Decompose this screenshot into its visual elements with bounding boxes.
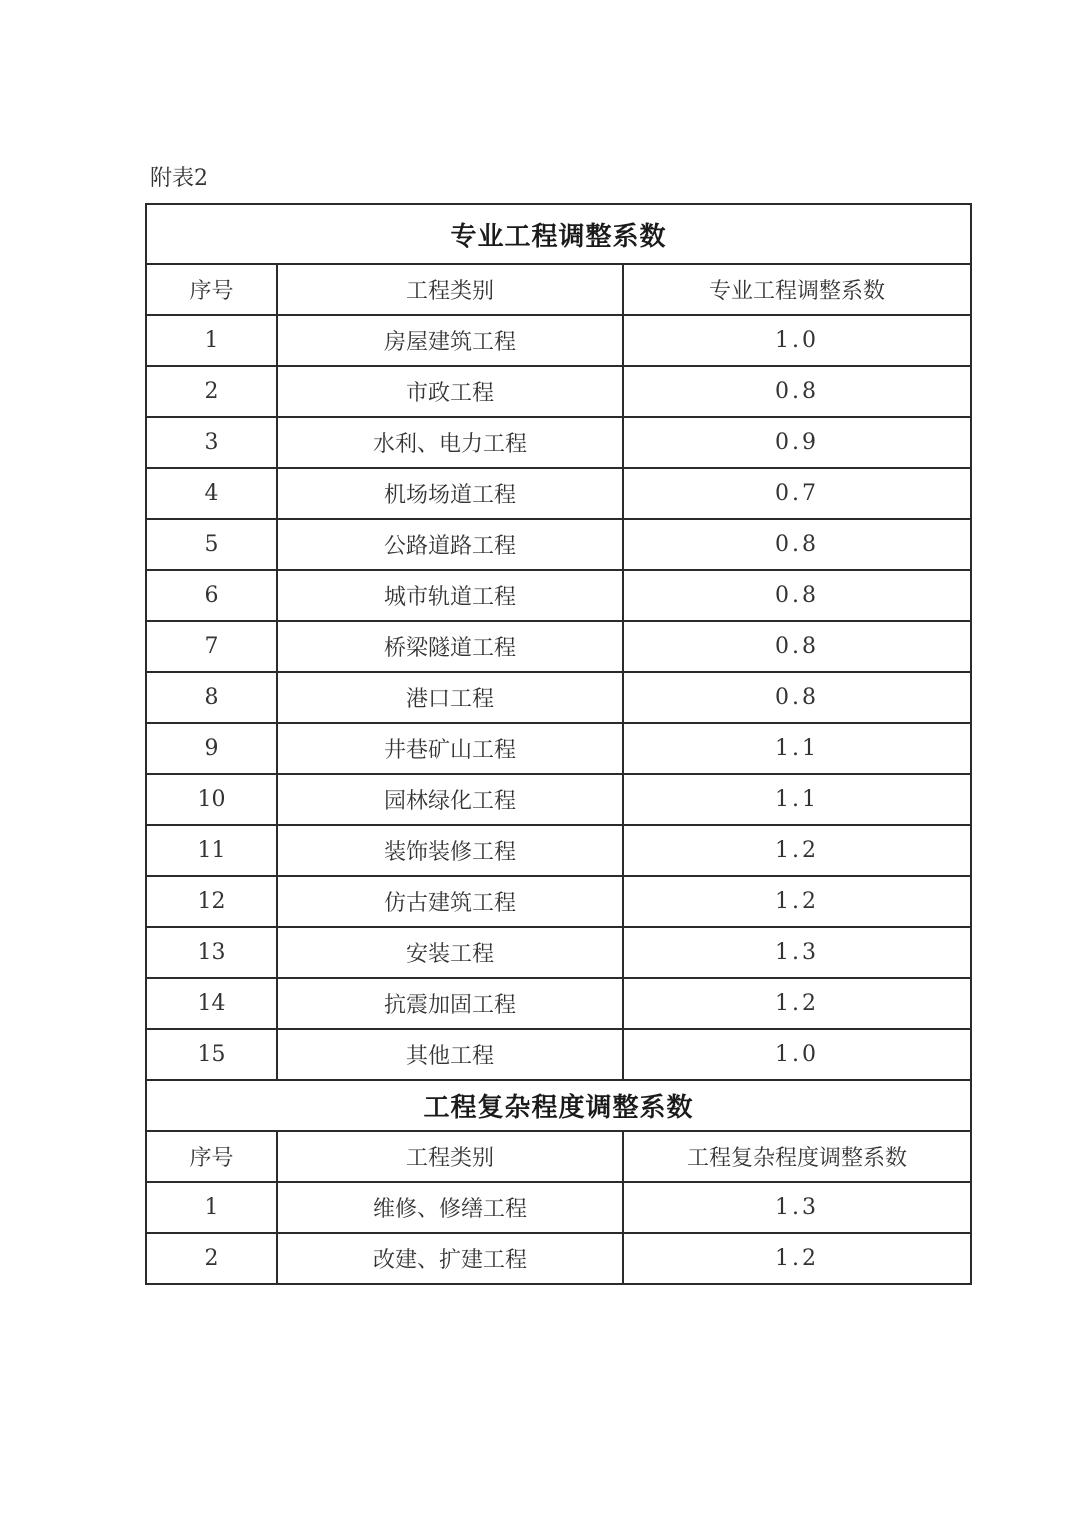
coefficient-cell: 1.1 [623, 774, 971, 825]
appendix-caption: 附表2 [150, 166, 208, 191]
category-cell: 抗震加固工程 [277, 978, 623, 1029]
coefficient-cell: 1.0 [623, 315, 971, 366]
coefficient-cell: 0.8 [623, 366, 971, 417]
table-row [146, 876, 971, 927]
coefficient-cell: 0.8 [623, 621, 971, 672]
serial-cell: 5 [146, 519, 277, 570]
header-row [146, 1131, 971, 1182]
coefficient-cell: 1.3 [623, 927, 971, 978]
table-row [146, 774, 971, 825]
coefficient-cell: 0.8 [623, 570, 971, 621]
category-cell: 改建、扩建工程 [277, 1233, 623, 1284]
coefficient-cell: 1.2 [623, 876, 971, 927]
table-row [146, 825, 971, 876]
coefficient-cell: 0.7 [623, 468, 971, 519]
table-row [146, 468, 971, 519]
category-cell: 仿古建筑工程 [277, 876, 623, 927]
category-cell: 其他工程 [277, 1029, 623, 1080]
category-cell: 维修、修缮工程 [277, 1182, 623, 1233]
category-cell: 装饰装修工程 [277, 825, 623, 876]
serial-cell: 7 [146, 621, 277, 672]
category-cell: 公路道路工程 [277, 519, 623, 570]
table-row [146, 417, 971, 468]
category-cell: 井巷矿山工程 [277, 723, 623, 774]
section-title-complexity-row [146, 1080, 971, 1131]
table-row [146, 570, 971, 621]
category-cell: 园林绿化工程 [277, 774, 623, 825]
table-row [146, 519, 971, 570]
section-title-professional: 专业工程调整系数 [146, 204, 971, 264]
header-category: 工程类别 [277, 1131, 623, 1182]
coefficient-cell: 1.0 [623, 1029, 971, 1080]
coefficient-table [145, 203, 972, 1285]
category-cell: 机场场道工程 [277, 468, 623, 519]
coefficient-cell: 0.9 [623, 417, 971, 468]
serial-cell: 11 [146, 825, 277, 876]
table-row [146, 1182, 971, 1233]
serial-cell: 15 [146, 1029, 277, 1080]
header-serial: 序号 [146, 1131, 277, 1182]
header-coefficient: 专业工程调整系数 [623, 264, 971, 315]
table-row [146, 672, 971, 723]
header-category: 工程类别 [277, 264, 623, 315]
category-cell: 市政工程 [277, 366, 623, 417]
coefficient-cell: 0.8 [623, 519, 971, 570]
table-row [146, 978, 971, 1029]
section-title-professional-row [146, 204, 971, 264]
table-row [146, 927, 971, 978]
table-row [146, 315, 971, 366]
category-cell: 房屋建筑工程 [277, 315, 623, 366]
serial-cell: 13 [146, 927, 277, 978]
coefficient-cell: 0.8 [623, 672, 971, 723]
category-cell: 城市轨道工程 [277, 570, 623, 621]
table-row [146, 1233, 971, 1284]
coefficient-cell: 1.2 [623, 825, 971, 876]
table-row [146, 1029, 971, 1080]
serial-cell: 3 [146, 417, 277, 468]
table-body [146, 204, 971, 1284]
header-coefficient: 工程复杂程度调整系数 [623, 1131, 971, 1182]
coefficient-cell: 1.1 [623, 723, 971, 774]
header-serial: 序号 [146, 264, 277, 315]
serial-cell: 1 [146, 315, 277, 366]
category-cell: 安装工程 [277, 927, 623, 978]
serial-cell: 4 [146, 468, 277, 519]
serial-cell: 2 [146, 366, 277, 417]
table-row [146, 621, 971, 672]
serial-cell: 6 [146, 570, 277, 621]
table-row [146, 366, 971, 417]
serial-cell: 10 [146, 774, 277, 825]
serial-cell: 8 [146, 672, 277, 723]
header-row [146, 264, 971, 315]
table-row [146, 723, 971, 774]
category-cell: 港口工程 [277, 672, 623, 723]
coefficient-cell: 1.3 [623, 1182, 971, 1233]
serial-cell: 14 [146, 978, 277, 1029]
coefficient-cell: 1.2 [623, 978, 971, 1029]
serial-cell: 9 [146, 723, 277, 774]
serial-cell: 2 [146, 1233, 277, 1284]
coefficient-cell: 1.2 [623, 1233, 971, 1284]
serial-cell: 1 [146, 1182, 277, 1233]
serial-cell: 12 [146, 876, 277, 927]
section-title-complexity: 工程复杂程度调整系数 [146, 1080, 971, 1131]
category-cell: 桥梁隧道工程 [277, 621, 623, 672]
category-cell: 水利、电力工程 [277, 417, 623, 468]
